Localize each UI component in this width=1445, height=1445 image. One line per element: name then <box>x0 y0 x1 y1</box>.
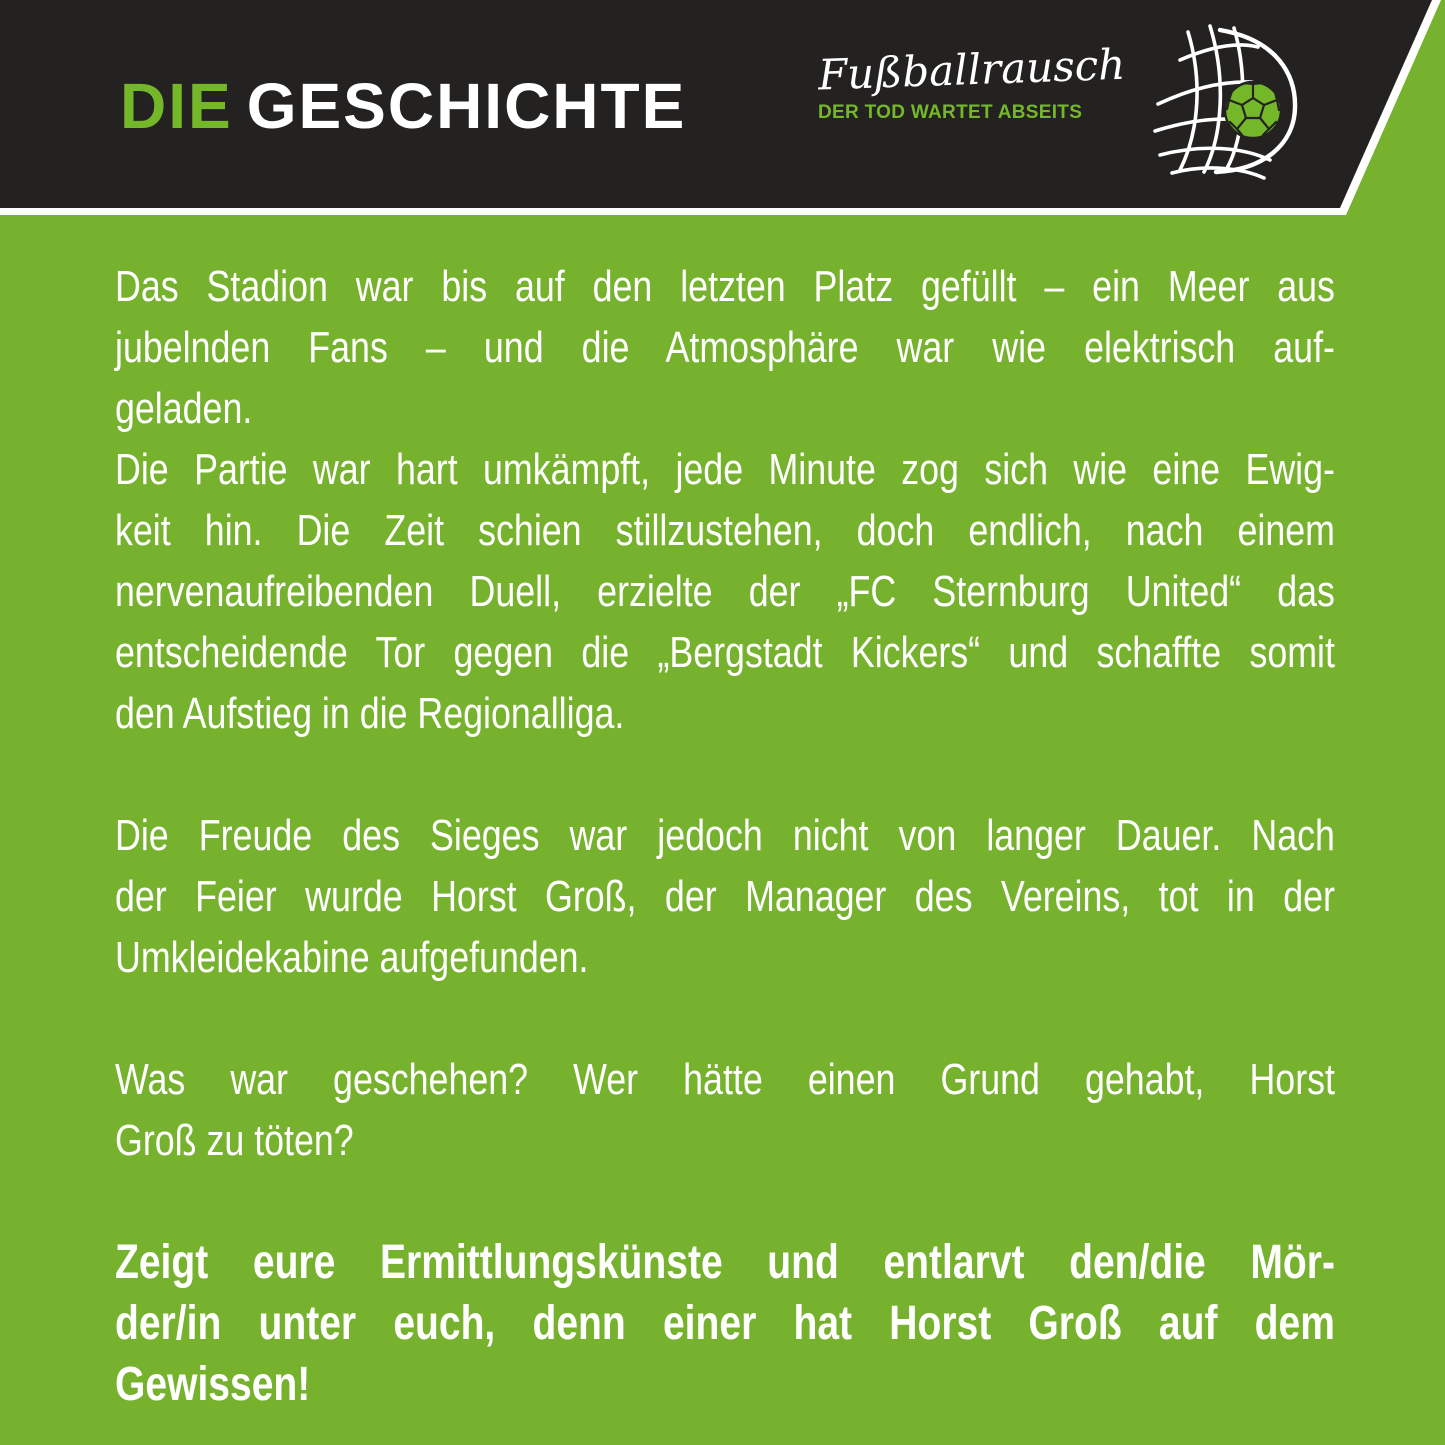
story-paragraph <box>115 1049 1335 1171</box>
story-line: Groß zu töten? <box>115 1116 354 1165</box>
brand-tagline: DER TOD WARTET ABSEITS <box>818 102 1083 124</box>
brand-logo <box>817 39 1127 124</box>
goal-net-icon <box>1150 18 1330 198</box>
story-line: Was war geschehen? Wer hätte einen Grund gehabt, Horst <box>115 1055 1335 1104</box>
story-paragraph <box>115 1232 1335 1415</box>
story-paragraph <box>115 256 1335 439</box>
story-line: Die Partie war hart umkämpft, jede Minute zog sich wie eine Ewig- <box>115 445 1335 494</box>
story-line: nervenaufreibenden Duell, erzielte der „FC Sternburg United“ das <box>115 567 1335 616</box>
story-line: jubelnden Fans – und die Atmosphäre war wie elektrisch auf- <box>115 323 1335 372</box>
story-line: Die Freude des Sieges war jedoch nicht von langer Dauer. Nach <box>115 811 1335 860</box>
story-line: geladen. <box>115 384 253 433</box>
story-line: Gewissen! <box>115 1358 311 1411</box>
story-paragraph <box>115 805 1335 988</box>
story-line: der Feier wurde Horst Groß, der Manager des Vereins, tot in der <box>115 872 1335 921</box>
story-line: der/in unter euch, denn einer hat Horst Groß auf dem <box>115 1297 1335 1350</box>
story-paragraph <box>115 439 1335 744</box>
story-line: Zeigt eure Ermittlungskünste und entlarvt den/die Mör- <box>115 1236 1335 1289</box>
story-line: keit hin. Die Zeit schien stillzustehen, doch endlich, nach einem <box>115 506 1335 555</box>
brand-name: Fußballrausch <box>817 39 1127 100</box>
page-title <box>120 70 687 142</box>
story-line: Das Stadion war bis auf den letzten Platz gefüllt – ein Meer aus <box>115 262 1335 311</box>
story-line: den Aufstieg in die Regionalliga. <box>115 689 625 738</box>
title-word-die: DIE <box>120 70 233 142</box>
story-line: entscheidende Tor gegen die „Bergstadt Kickers“ und schaffte somit <box>115 628 1335 677</box>
story-line: Umkleidekabine aufgefunden. <box>115 933 589 982</box>
story <box>115 256 1335 1415</box>
title-word-geschichte: GESCHICHTE <box>246 70 687 142</box>
header <box>0 0 1445 215</box>
